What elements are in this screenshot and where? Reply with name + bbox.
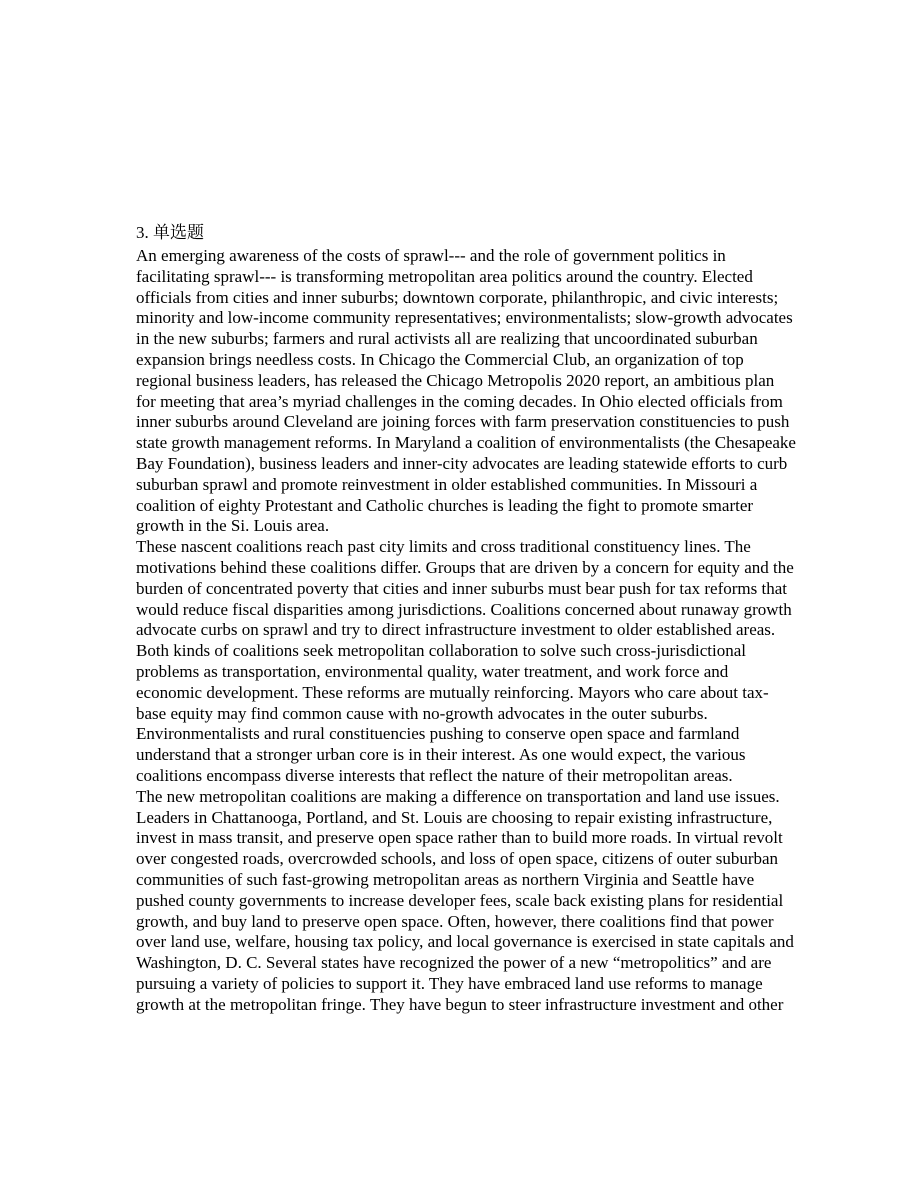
question-block (136, 222, 796, 1015)
passage-paragraph-1: An emerging awareness of the costs of sprawl--- and the role of government politics in facilitating sprawl--- is transforming metropolitan area politics around the country. Elected officials from cities and inner suburbs; downtown corporate, philanthropic, and civic interests; minority and low-income community representatives; environmentalists; slow-growth advocates in the new suburbs; farmers and rural activists all are realizing that uncoordinated suburban expansion brings needless costs. In Chicago the Commercial Club, an organization of top regional business leaders, has released the Chicago Metropolis 2020 report, an ambitious plan for meeting that area’s myriad challenges in the coming decades. In Ohio elected officials from inner suburbs around Cleveland are joining forces with farm preservation constituencies to push state growth management reforms. In Maryland a coalition of environmentalists (the Chesapeake Bay Foundation), business leaders and inner-city advocates are leading statewide efforts to curb suburban sprawl and promote reinvestment in older established communities. In Missouri a coalition of eighty Protestant and Catholic churches is leading the fight to promote smarter growth in the Si. Louis area. (136, 246, 796, 536)
question-number-label: 3. 单选题 (136, 223, 204, 242)
passage-paragraph-3: The new metropolitan coalitions are making a difference on transportation and land use issues. Leaders in Chattanooga, Portland, and St. Louis are choosing to repair existing infrastructure, invest in mass transit, and preserve open space rather than to build more roads. In virtual revolt over congested roads, overcrowded schools, and loss of open space, citizens of outer suburban communities of such fast-growing metropolitan areas as northern Virginia and Seattle have pushed county governments to increase developer fees, scale back existing plans for residential growth, and buy land to preserve open space. Often, however, there coalitions find that power over land use, welfare, housing tax policy, and local governance is exercised in state capitals and Washington, D. C. Several states have recognized the power of a new “metropolitics” and are pursuing a variety of policies to support it. They have embraced land use reforms to manage growth at the metropolitan fringe. They have begun to steer infrastructure investment and other (136, 786, 794, 1014)
passage-paragraph-2: These nascent coalitions reach past city limits and cross traditional constituency lines. The motivations behind these coalitions differ. Groups that are driven by a concern for equity and the burden of concentrated poverty that cities and inner suburbs must bear push for tax reforms that would reduce fiscal disparities among jurisdictions. Coalitions concerned about runaway growth advocate curbs on sprawl and try to direct infrastructure investment to older established areas. Both kinds of coalitions seek metropolitan collaboration to solve such cross-jurisdictional problems as transportation, environmental quality, water treatment, and work force and economic development. These reforms are mutually reinforcing. Mayors who care about tax-base equity may find common cause with no-growth advocates in the outer suburbs. Environmentalists and rural constituencies pushing to conserve open space and farmland understand that a stronger urban core is in their interest. As one would expect, the various coalitions encompass diverse interests that reflect the nature of their metropolitan areas. (136, 537, 794, 785)
